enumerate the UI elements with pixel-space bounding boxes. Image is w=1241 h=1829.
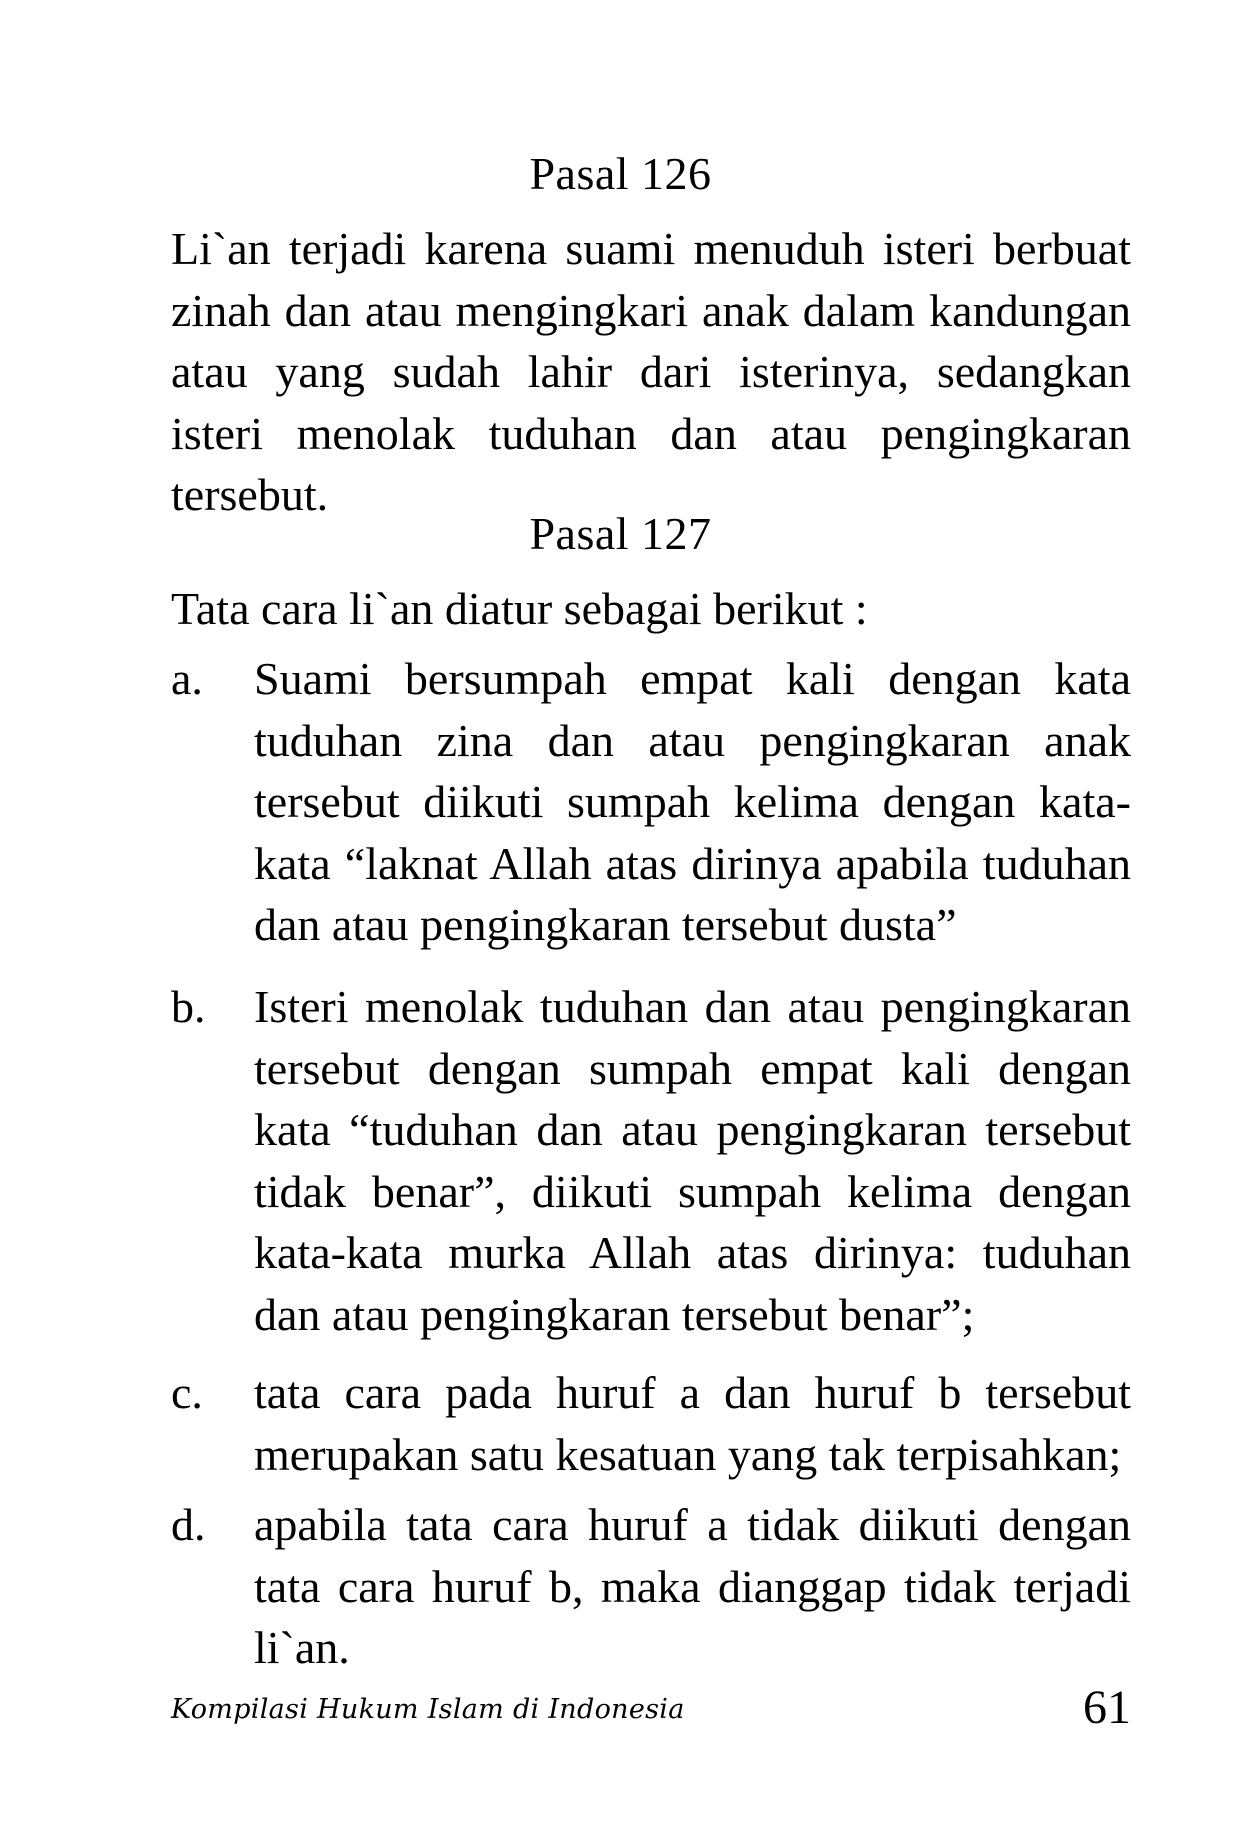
pasal-127-intro: Tata cara li`an diatur sebagai berikut : <box>171 583 868 634</box>
list-item-letter: d. <box>171 1499 206 1550</box>
pasal-126-heading: Pasal 126 <box>529 148 712 199</box>
list-item-letter: c. <box>171 1367 203 1418</box>
list-item-letter: b. <box>171 981 206 1032</box>
list-item-letter: a. <box>171 653 203 704</box>
list-item-text: apabila tata cara huruf a tidak diikuti dengan tata cara huruf b, maka dianggap tidak terjadi li`an. <box>254 1499 1131 1673</box>
pasal-127-heading: Pasal 127 <box>529 508 712 559</box>
list-item-text: Suami bersumpah empat kali dengan kata tuduhan zina dan atau pengingkaran anak tersebut diikuti sumpah kelima dengan kata-kata “laknat Allah atas dirinya apabila tuduhan dan atau pengingkaran tersebut dusta” <box>254 653 1131 950</box>
pasal-126-text: Li`an terjadi karena suami menuduh isteri berbuat zinah dan atau mengingkari anak dalam kandungan atau yang sudah lahir dari isterinya, sedangkan isteri menolak tuduhan dan atau pengingkaran tersebut. <box>171 223 1131 520</box>
list-item-text: Isteri menolak tuduhan dan atau pengingkaran tersebut dengan sumpah empat kali dengan kata “tuduhan dan atau pengingkaran tersebut tidak benar”, diikuti sumpah kelima dengan kata-kata murka Allah atas dirinya: tuduhan dan atau pengingkaran tersebut benar”; <box>254 981 1131 1340</box>
footer-book-title: Kompilasi Hukum Islam di Indonesia <box>171 1694 685 1725</box>
page-number: 61 <box>1083 1681 1131 1734</box>
list-item-text: tata cara pada huruf a dan huruf b tersebut merupakan satu kesatuan yang tak terpisahkan; <box>254 1367 1131 1480</box>
